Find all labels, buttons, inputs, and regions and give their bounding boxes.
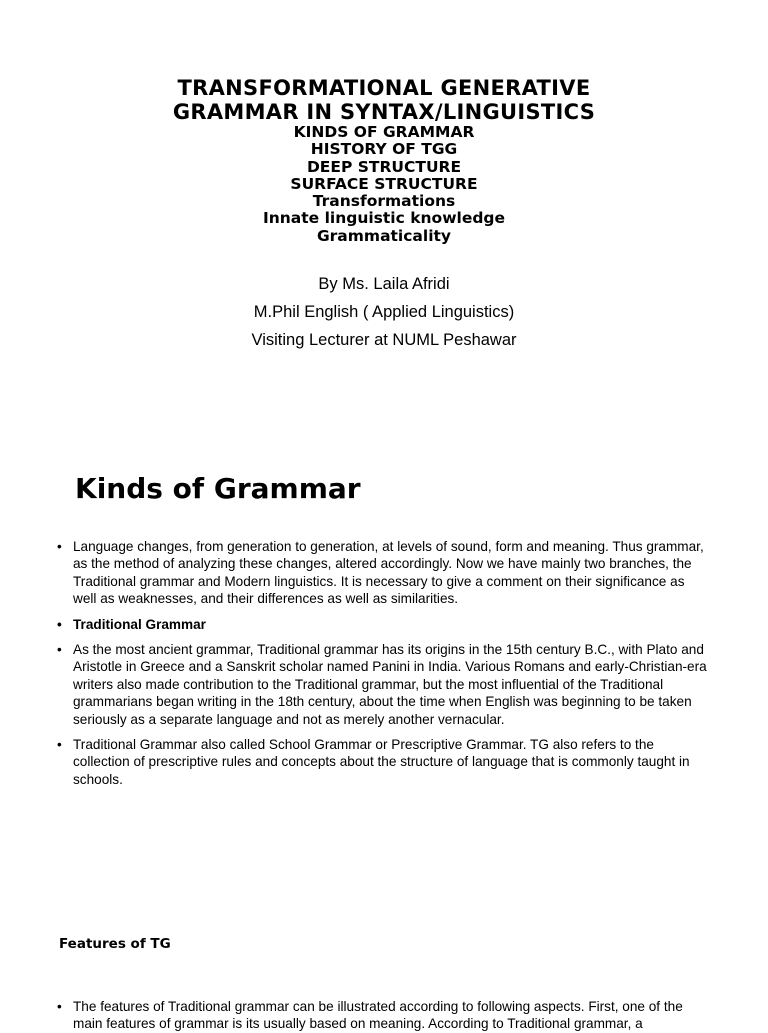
title-line-1: TRANSFORMATIONAL GENERATIVE — [177, 76, 591, 100]
topic-grammaticality: Grammaticality — [316, 226, 452, 245]
list-item — [57, 641, 707, 728]
features-heading: Features of TG — [59, 936, 171, 952]
topic-deep-structure: DEEP STRUCTURE — [306, 157, 462, 176]
bullet-icon: • — [57, 737, 62, 753]
section-bullet-list — [57, 538, 707, 796]
list-item — [57, 736, 707, 788]
bullet-text: Traditional Grammar — [73, 616, 206, 632]
author-byline: By Ms. Laila Afridi — [318, 275, 450, 293]
bullet-text: Language changes, from generation to generation, at levels of sound, form and meaning. Thus grammar, as the method of analyzing these changes, altered accordingly. Now we have mainly two branches, the Traditional grammar and Modern linguistics. It is necessary to give a comment on their significance as well as weaknesses, and their differences as well as similarities. — [73, 539, 704, 607]
topic-kinds-of-grammar: KINDS OF GRAMMAR — [293, 123, 475, 141]
section-heading: Kinds of Grammar — [75, 472, 361, 505]
list-item — [57, 538, 707, 608]
topic-history-of-tgg: HISTORY OF TGG — [310, 140, 458, 159]
bullet-text: Traditional Grammar also called School Grammar or Prescriptive Grammar. TG also refers to the collection of prescriptive rules and concepts about the structure of language that is commonly taught in schools. — [73, 737, 690, 787]
bullet-icon: • — [57, 539, 62, 554]
bullet-icon: • — [57, 642, 62, 658]
topic-transformations: Transformations — [312, 192, 456, 211]
bullet-text: As the most ancient grammar, Traditional grammar has its origins in the 15th century B.C., with Plato and Aristotle in Greece and a Sanskrit scholar named Panini in India. Various Romans and early-Christian-era writers also made contribution to the Traditional grammar, but the most influential of the Traditional grammarians began writing in the 18th century, about the time when English was beginning to be taken seriously as a separate language and not as merely another vernacular. — [73, 642, 707, 727]
title-block — [0, 76, 768, 245]
author-degree: M.Phil English ( Applied Linguistics) — [253, 303, 515, 321]
features-bullet-list — [57, 998, 707, 1033]
title-line-2: GRAMMAR IN SYNTAX/LINGUISTICS — [172, 100, 596, 124]
list-item-traditional-grammar — [57, 616, 707, 633]
topic-surface-structure: SURFACE STRUCTURE — [290, 174, 478, 193]
list-item — [57, 998, 707, 1033]
author-info — [0, 270, 768, 354]
topic-innate-knowledge: Innate linguistic knowledge — [262, 209, 506, 228]
bullet-text: The features of Traditional grammar can be illustrated according to following aspects. First, one of the main features of grammar is its usually based on meaning. According to Traditional grammar, a — [73, 999, 683, 1032]
author-position: Visiting Lecturer at NUML Peshawar — [251, 331, 517, 349]
bullet-icon: • — [57, 999, 62, 1014]
bullet-icon: • — [57, 616, 62, 632]
